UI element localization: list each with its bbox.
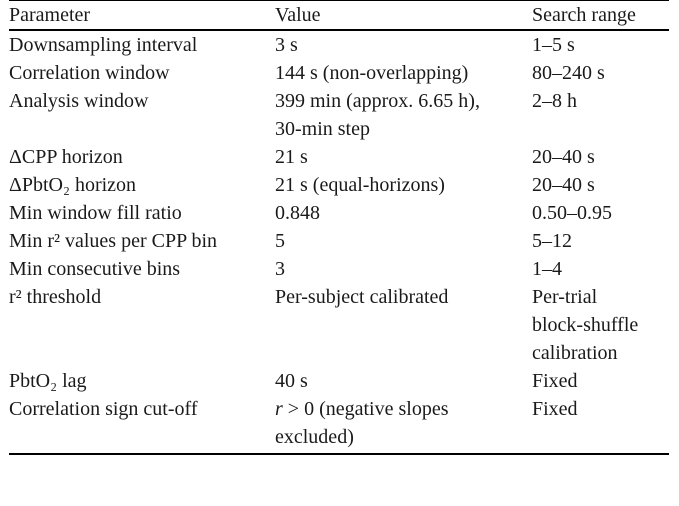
cell-parameter: r² threshold — [9, 286, 102, 308]
cell-value: Per-subject calibrated — [275, 286, 449, 308]
cell-value — [275, 395, 532, 454]
parameter-table — [9, 0, 669, 455]
cell-value: 3 — [275, 258, 285, 280]
cell-parameter: ΔCPP horizon — [9, 146, 123, 168]
cell-range: 1–5 s — [532, 34, 575, 56]
cell-value: 399 min (approx. 6.65 h), 30-min step — [275, 90, 480, 140]
cell-parameter: Correlation sign cut-off — [9, 395, 275, 454]
math-variable-r: r — [275, 398, 283, 420]
cell-parameter: Min consecutive bins — [9, 258, 181, 280]
table-row — [9, 143, 669, 171]
table-header — [9, 1, 669, 31]
cell-value: 21 s (equal-horizons) — [275, 174, 445, 196]
cell-value: 5 — [275, 230, 285, 252]
table-body — [9, 30, 669, 454]
cell-range: Fixed — [532, 370, 578, 392]
table-row — [9, 59, 669, 87]
table-row — [9, 395, 669, 454]
cell-value: 40 s — [275, 370, 308, 392]
table-row — [9, 227, 669, 255]
cell-range: 5–12 — [532, 230, 572, 252]
cell-parameter: Downsampling interval — [9, 34, 198, 56]
header-value: Value — [275, 1, 532, 31]
cell-range: Fixed — [532, 395, 669, 454]
cell-value: 0.848 — [275, 202, 320, 224]
cell-range: 20–40 s — [532, 146, 595, 168]
cell-range: 80–240 s — [532, 62, 605, 84]
table-row — [9, 255, 669, 283]
cell-parameter: Min window fill ratio — [9, 202, 182, 224]
cell-parameter: Analysis window — [9, 90, 149, 112]
cell-value: 3 s — [275, 34, 298, 56]
cell-range: 20–40 s — [532, 174, 595, 196]
table-row — [9, 199, 669, 227]
cell-parameter: PbtO₂ lag — [9, 370, 87, 392]
table-row — [9, 171, 669, 199]
table-row — [9, 283, 669, 367]
cell-range: 2–8 h — [532, 90, 577, 112]
table-row — [9, 30, 669, 59]
header-row — [9, 1, 669, 31]
cell-value: 21 s — [275, 146, 308, 168]
cell-parameter: Correlation window — [9, 62, 170, 84]
cell-range: 0.50–0.95 — [532, 202, 612, 224]
cell-value-rest: > 0 (negative slopes excluded) — [275, 398, 449, 448]
cell-parameter: Min r² values per CPP bin — [9, 230, 218, 252]
cell-range: Per-trial block-shuffle calibration — [532, 286, 639, 364]
cell-parameter: ΔPbtO₂ horizon — [9, 174, 137, 196]
cell-value: 144 s (non-overlapping) — [275, 62, 469, 84]
header-parameter: Parameter — [9, 1, 275, 31]
cell-range: 1–4 — [532, 258, 562, 280]
table-row — [9, 87, 669, 143]
table-row — [9, 367, 669, 395]
header-search-range: Search range — [532, 1, 669, 31]
